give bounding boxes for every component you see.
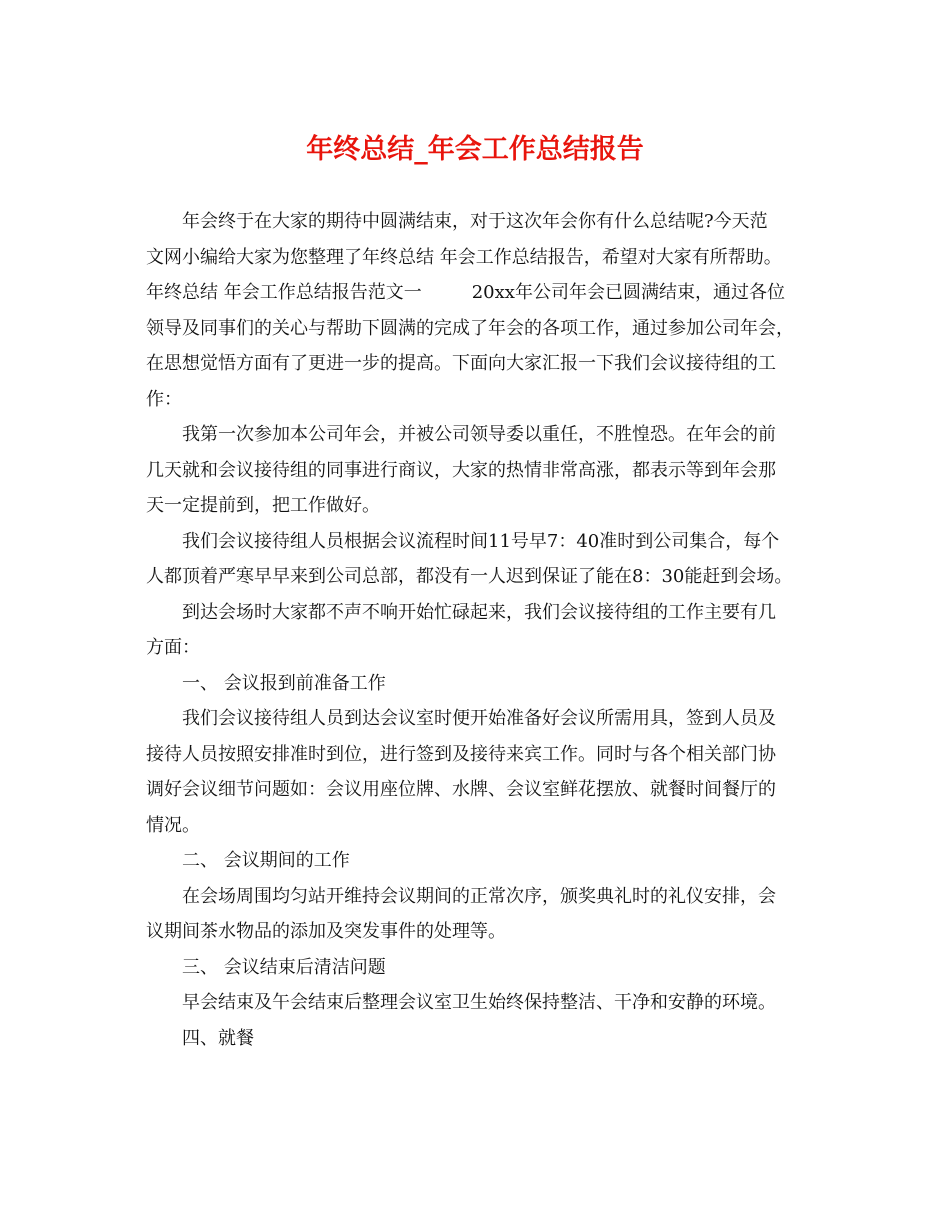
section-heading: 三、 会议结束后清洁问题: [182, 956, 386, 978]
paragraph-line: 领导及同事们的关心与帮助下圆满的完成了年会的各项工作，通过参加公司年会，: [146, 317, 794, 339]
paragraph-line: 我们会议接待组人员到达会议室时便开始准备好会议所需用具，签到人员及: [182, 708, 776, 729]
document-title: 年终总结_年会工作总结报告: [306, 134, 644, 165]
paragraph-line: 接待人员按照安排准时到位，进行签到及接待来宾工作。同时与各个相关部门协: [146, 743, 776, 765]
paragraph-line-part: 20xx年公司年会已圆满结束，通过各位: [471, 282, 785, 303]
section-heading: 一、 会议报到前准备工作: [182, 672, 386, 694]
paragraph-line: 我第一次参加本公司年会，并被公司领导委以重任，不胜惶恐。在年会的前: [182, 424, 776, 445]
paragraph-line: 几天就和会议接待组的同事进行商议，大家的热情非常高涨，都表示等到年会那: [146, 459, 776, 481]
paragraph-line: 在思想觉悟方面有了更进一步的提高。下面向大家汇报一下我们会议接待组的工: [146, 353, 776, 374]
paragraph-line: 调好会议细节问题如：会议用座位牌、水牌、会议室鲜花摆放、就餐时间餐厅的: [146, 779, 776, 800]
paragraph-line: 到达会场时大家都不声不响开始忙碌起来，我们会议接待组的工作主要有几: [182, 601, 776, 623]
paragraph-line: 作：: [146, 388, 182, 410]
paragraph-line: 早会结束及午会结束后整理会议室卫生始终保持整洁、干净和安静的环境。: [182, 992, 776, 1013]
document-body: [146, 204, 806, 1056]
paragraph-line-part: 年终总结 年会工作总结报告范文一: [146, 282, 422, 303]
paragraph-line: 我们会议接待组人员根据会议流程时间11号早7：40准时到公司集合，每个: [182, 530, 780, 552]
paragraph-line: 在会场周围均匀站开维持会议期间的正常次序，颁奖典礼时的礼仪安排，会: [182, 885, 776, 907]
paragraph-line: 文网小编给大家为您整理了年终总结 年会工作总结报告，希望对大家有所帮助。: [146, 246, 782, 268]
paragraph-line: 方面：: [146, 637, 200, 658]
section-heading: 四、就餐: [182, 1027, 254, 1049]
paragraph-line: 年会终于在大家的期待中圆满结束，对于这次年会你有什么总结呢?今天范: [182, 211, 768, 232]
paragraph-line: 议期间茶水物品的添加及突发事件的处理等。: [146, 921, 506, 942]
paragraph-line: 人都顶着严寒早早来到公司总部，都没有一人迟到保证了能在8：30能赶到会场。: [146, 566, 793, 587]
paragraph-line: 情况。: [146, 814, 200, 836]
paragraph-line: [146, 275, 806, 311]
paragraph-line: 天一定提前到，把工作做好。: [146, 495, 380, 516]
section-heading: 二、 会议期间的工作: [182, 850, 350, 871]
